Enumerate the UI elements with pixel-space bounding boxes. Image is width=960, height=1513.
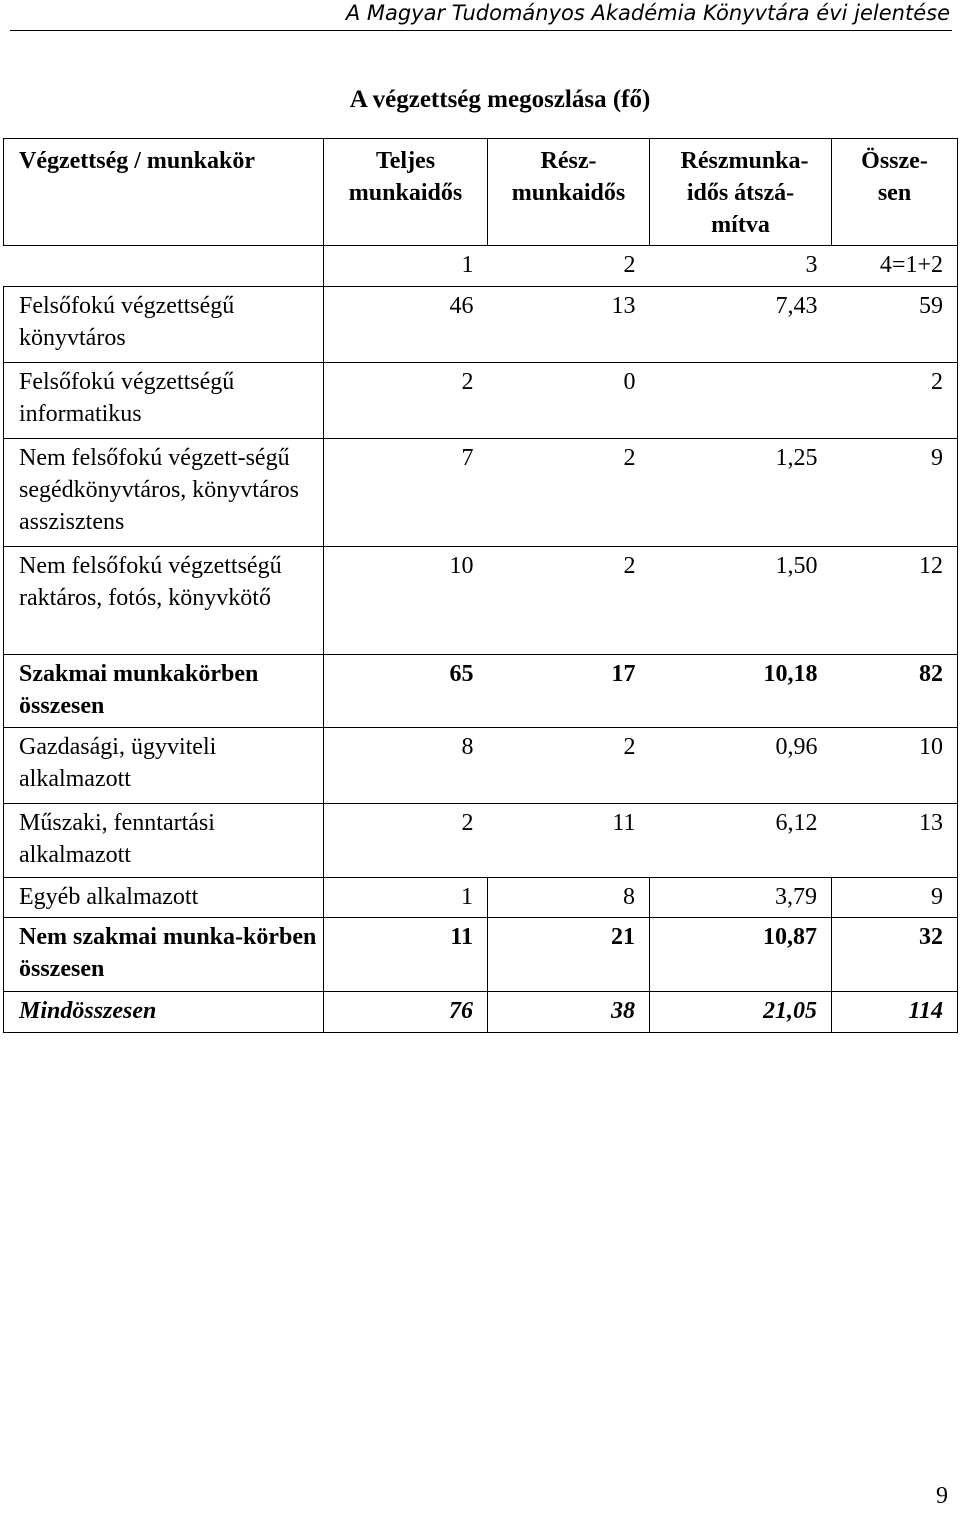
row-value: 13 [832, 804, 958, 878]
table-row [4, 287, 958, 363]
row-value: 8 [488, 878, 650, 918]
row-value: 21 [488, 918, 650, 992]
education-distribution-table [3, 138, 958, 1033]
index-blank-cell [4, 246, 324, 287]
row-value [650, 363, 832, 439]
header-label: Végzettség / munkakör [19, 148, 255, 174]
row-label: Egyéb alkalmazott [4, 878, 324, 918]
header-cell [324, 139, 488, 246]
table-row [4, 992, 958, 1033]
row-label: Mindösszesen [4, 992, 324, 1033]
row-value: 2 [324, 363, 488, 439]
table-title: A végzettség megoszlása (fő) [349, 86, 651, 113]
row-value: 46 [324, 287, 488, 363]
row-label: Gazdasági, ügyviteli alkalmazott [4, 728, 324, 804]
row-value: 1,50 [650, 547, 832, 655]
row-value: 2 [488, 439, 650, 547]
row-value: 32 [832, 918, 958, 992]
table-row [4, 655, 958, 728]
row-value: 10 [324, 547, 488, 655]
row-value: 21,05 [650, 992, 832, 1033]
row-value: 9 [832, 878, 958, 918]
row-value: 10,18 [650, 655, 832, 728]
row-value: 11 [324, 918, 488, 992]
row-label: Nem felsőfokú végzettségű raktáros, fotós, könyvkötő [4, 547, 324, 655]
row-value: 114 [832, 992, 958, 1033]
table-row [4, 804, 958, 878]
header-label: Részmunka-idős átszá-mítva [680, 148, 809, 238]
header-label: Teljes munkaidős [348, 148, 463, 206]
index-cell: 1 [324, 246, 488, 287]
header-cell [832, 139, 958, 246]
row-value: 38 [488, 992, 650, 1033]
row-value: 9 [832, 439, 958, 547]
header-cell [4, 139, 324, 246]
header-label: Rész-munkaidős [511, 148, 626, 206]
row-value: 2 [488, 728, 650, 804]
header-row [4, 139, 958, 246]
row-label: Szakmai munkakörben összesen [4, 655, 324, 728]
row-value: 0,96 [650, 728, 832, 804]
row-value: 3,79 [650, 878, 832, 918]
header-cell [488, 139, 650, 246]
table-row [4, 918, 958, 992]
index-row [4, 246, 958, 287]
row-value: 1 [324, 878, 488, 918]
index-cell: 2 [488, 246, 650, 287]
row-label: Nem szakmai munka-körben összesen [4, 918, 324, 992]
row-value: 2 [324, 804, 488, 878]
row-value: 82 [832, 655, 958, 728]
index-cell: 3 [650, 246, 832, 287]
row-value: 10,87 [650, 918, 832, 992]
index-cell: 4=1+2 [832, 246, 958, 287]
row-value: 0 [488, 363, 650, 439]
row-value: 59 [832, 287, 958, 363]
row-value: 8 [324, 728, 488, 804]
table-row [4, 728, 958, 804]
table-row [4, 878, 958, 918]
row-value: 17 [488, 655, 650, 728]
row-value: 13 [488, 287, 650, 363]
row-label: Felsőfokú végzettségű informatikus [4, 363, 324, 439]
row-value: 7 [324, 439, 488, 547]
row-value: 1,25 [650, 439, 832, 547]
row-value: 11 [488, 804, 650, 878]
table-row [4, 439, 958, 547]
row-value: 10 [832, 728, 958, 804]
row-value: 2 [832, 363, 958, 439]
row-value: 2 [488, 547, 650, 655]
header-label: Össze-sen [861, 148, 928, 206]
header-rule [10, 30, 952, 31]
page-number: 9 [936, 1483, 948, 1509]
row-label: Nem felsőfokú végzett-ségű segédkönyvtáros, könyvtáros asszisztens [4, 439, 324, 547]
row-value: 65 [324, 655, 488, 728]
row-value: 6,12 [650, 804, 832, 878]
header-cell [650, 139, 832, 246]
table-row [4, 547, 958, 655]
row-value: 7,43 [650, 287, 832, 363]
row-label: Felsőfokú végzettségű könyvtáros [4, 287, 324, 363]
running-header: A Magyar Tudományos Akadémia Könyvtára évi jelentése [345, 1, 950, 25]
row-value: 76 [324, 992, 488, 1033]
table-row [4, 363, 958, 439]
row-value: 12 [832, 547, 958, 655]
row-label: Műszaki, fenntartási alkalmazott [4, 804, 324, 878]
